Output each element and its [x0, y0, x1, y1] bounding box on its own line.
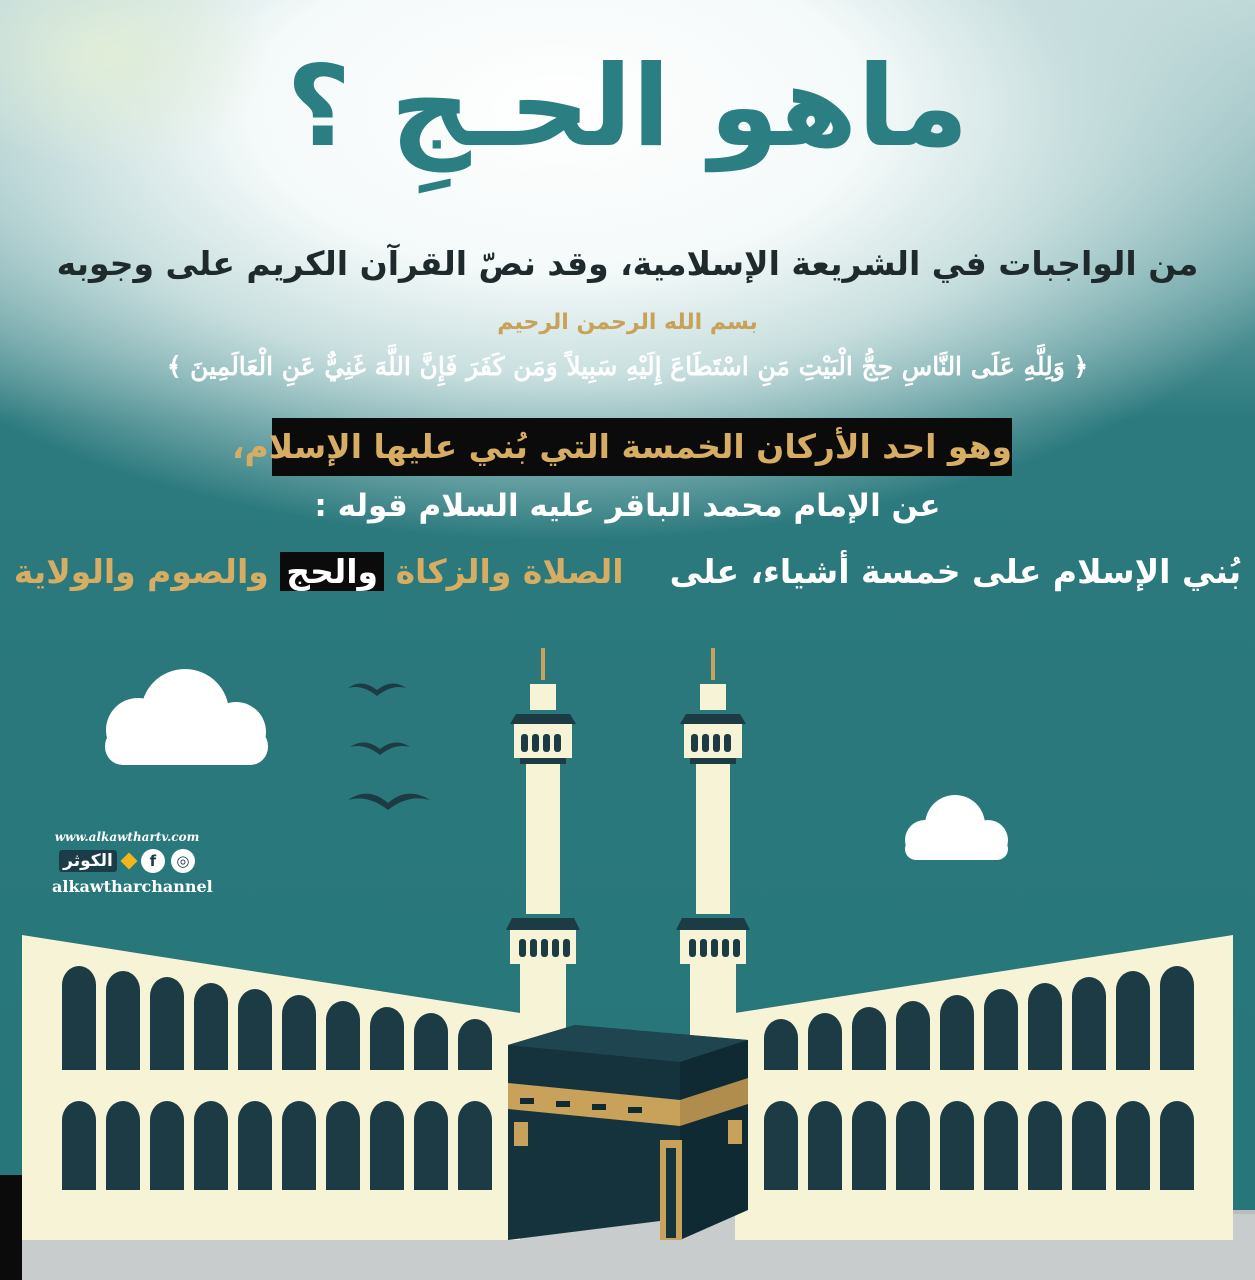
narration-text: عن الإمام محمد الباقر عليه السلام قوله :: [314, 488, 941, 524]
basmala-text: بسم الله الرحمن الرحيم: [497, 310, 758, 335]
hadith-highlight: والحج: [280, 552, 384, 591]
website-url[interactable]: www.alkawthartv.com: [54, 830, 200, 844]
birds-icon: [348, 683, 430, 810]
hadith-part1: بُني الإسلام على خمسة أشياء، على: [669, 552, 1242, 591]
quran-verse: ﴿ وَلِلَّهِ عَلَى النَّاسِ حِجُّ الْبَيْتِ مَنِ اسْتَطَاعَ إِلَيْهِ سَبِيلاً وَمَن كَفَرَ فَإِنَّ اللَّهَ غَنِيٌّ عَنِ الْعَالَمِينَ ﴾: [166, 352, 1089, 381]
minaret-left: [506, 648, 580, 1044]
pillar-statement-box: [231, 418, 1012, 476]
kaaba-illustration: [0, 600, 1255, 1280]
cloud-icon: [905, 795, 1008, 860]
page-title: ماهو الحـجِ ؟: [286, 42, 969, 172]
instagram-icon[interactable]: ◎: [171, 849, 195, 873]
facebook-icon[interactable]: f: [141, 849, 165, 873]
hadith-text: [0, 552, 1255, 591]
social-handle: alkawtharchannel: [52, 877, 213, 896]
brand-block: [52, 830, 213, 896]
minaret-right: [676, 648, 750, 1044]
alkawthar-logo: الكوثر: [59, 850, 117, 872]
brand-icons: [52, 849, 202, 873]
kaaba: [508, 1025, 748, 1240]
diamond-icon: [120, 853, 137, 870]
hadith-part2: الصلاة والزكاة: [395, 552, 624, 591]
pillar-statement: وهو احد الأركان الخمسة التي بُني عليها الإسلام،: [231, 427, 1012, 466]
hadith-part3: والصوم والولاية: [13, 552, 269, 591]
cloud-icon: [105, 669, 268, 765]
edge-strip: [0, 1175, 22, 1280]
intro-text: من الواجبات في الشريعة الإسلامية، وقد نصّ القرآن الكريم على وجوبه: [56, 244, 1199, 283]
